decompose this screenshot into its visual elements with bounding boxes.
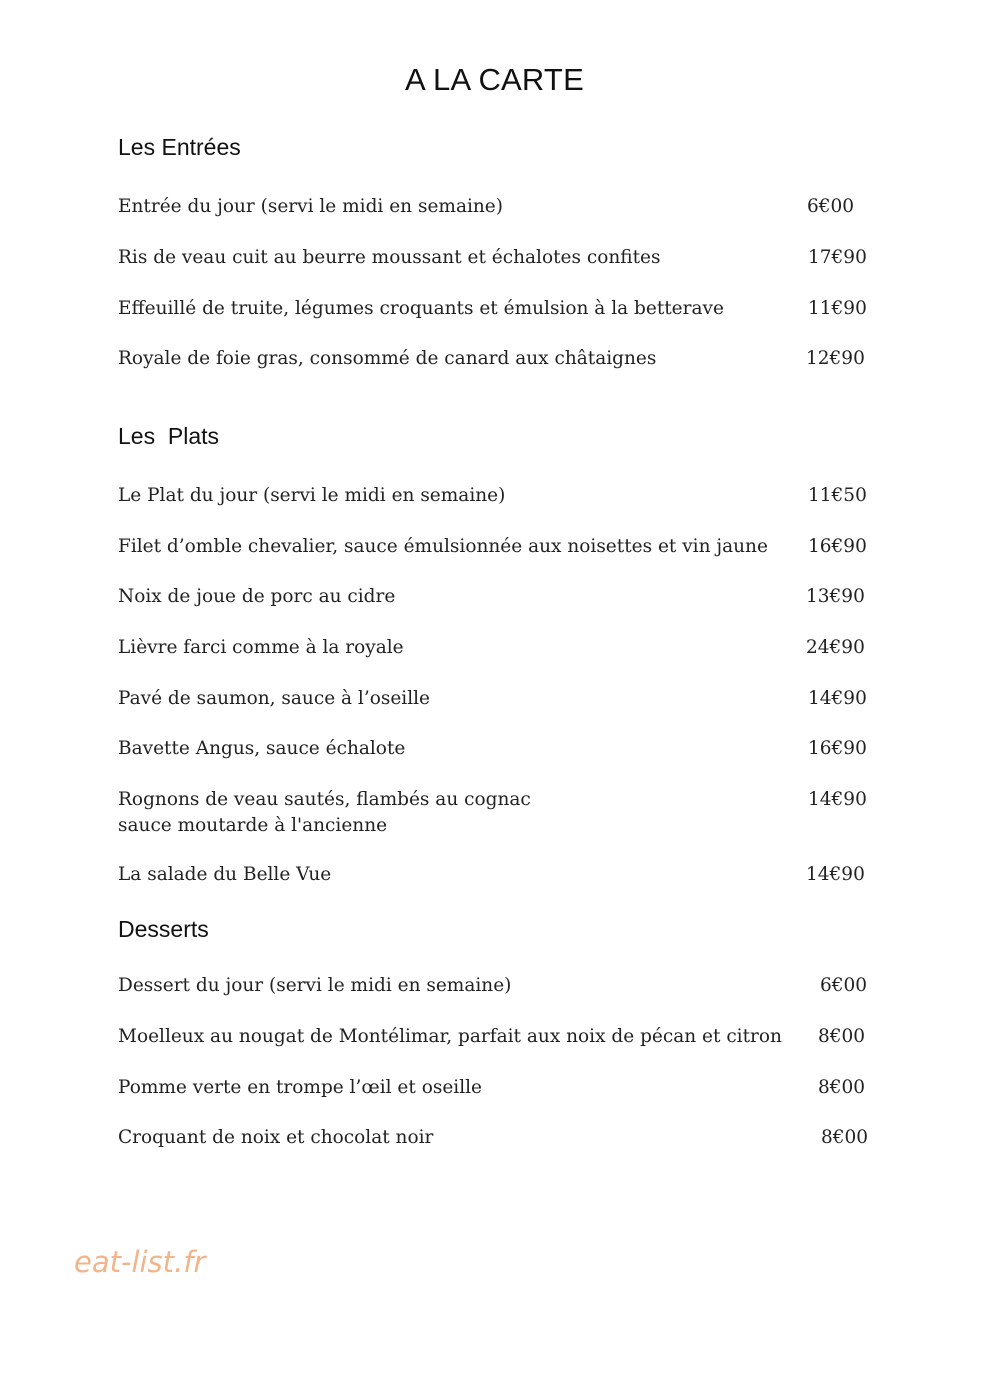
menu-item-price: 16€90: [808, 536, 867, 557]
menu-item-name: Effeuillé de truite, légumes croquants et émulsion à la betterave: [118, 298, 724, 319]
menu-item-name: Rognons de veau sautés, flambés au cognac sauce moutarde à l'ancienne: [118, 789, 531, 836]
menu-item: [118, 296, 878, 322]
section-title-plats: Les Plats: [118, 423, 219, 449]
menu-item-price: 16€90: [808, 738, 867, 759]
section-title-entrees: Les Entrées: [118, 134, 241, 160]
menu-item: [118, 584, 878, 610]
menu-item: [118, 736, 878, 762]
menu-item-price: 6€00: [807, 196, 855, 217]
menu-item: [118, 787, 878, 839]
menu-item-price: 14€90: [808, 789, 867, 810]
menu-item: [118, 635, 878, 661]
menu-item: [118, 686, 878, 712]
menu-item-name: Moelleux au nougat de Montélimar, parfait aux noix de pécan et citron: [118, 1026, 782, 1047]
menu-item-name: Noix de joue de porc au cidre: [118, 586, 396, 607]
menu-item-price: 24€90: [806, 637, 865, 658]
menu-item-price: 11€50: [808, 485, 867, 506]
menu-item-name: Royale de foie gras, consommé de canard aux châtaignes: [118, 348, 657, 369]
menu-item-name: Lièvre farci comme à la royale: [118, 637, 404, 658]
menu-item-price: 17€90: [808, 247, 867, 268]
menu-item-price: 14€90: [806, 864, 865, 885]
menu-item-price: 13€90: [806, 586, 865, 607]
menu-item-name: Ris de veau cuit au beurre moussant et échalotes confites: [118, 247, 661, 268]
menu-item-price: 12€90: [806, 348, 865, 369]
menu-item-price: 14€90: [808, 688, 867, 709]
menu-item-name: Bavette Angus, sauce échalote: [118, 738, 406, 759]
menu-item: [118, 973, 878, 999]
menu-item: [118, 862, 878, 888]
menu-item: [118, 483, 878, 509]
menu-item: [118, 346, 878, 372]
menu-item: [118, 194, 878, 220]
menu-item: [118, 534, 878, 560]
menu-item-name: Croquant de noix et chocolat noir: [118, 1127, 434, 1148]
page-title: A LA CARTE: [405, 62, 584, 97]
menu-item-name: Le Plat du jour (servi le midi en semaine): [118, 485, 506, 506]
menu-item-name: Dessert du jour (servi le midi en semaine): [118, 975, 512, 996]
menu-item-name: Pavé de saumon, sauce à l’oseille: [118, 688, 431, 709]
menu-item-price: 8€00: [818, 1026, 866, 1047]
menu-item: [118, 1024, 878, 1050]
menu-item-name: Pomme verte en trompe l’œil et oseille: [118, 1077, 482, 1098]
menu-item-price: 8€00: [818, 1077, 866, 1098]
menu-item-name: Entrée du jour (servi le midi en semaine): [118, 196, 503, 217]
menu-item-price: 8€00: [821, 1127, 869, 1148]
menu-item-price: 6€00: [820, 975, 868, 996]
menu-item-name: Filet d’omble chevalier, sauce émulsionnée aux noisettes et vin jaune: [118, 536, 768, 557]
menu-item: [118, 1075, 878, 1101]
menu-item: [118, 1125, 878, 1151]
menu-item: [118, 245, 878, 271]
menu-item-name: La salade du Belle Vue: [118, 864, 332, 885]
watermark: eat-list.fr: [74, 1245, 206, 1279]
menu-item-price: 11€90: [808, 298, 867, 319]
section-title-desserts: Desserts: [118, 916, 209, 942]
